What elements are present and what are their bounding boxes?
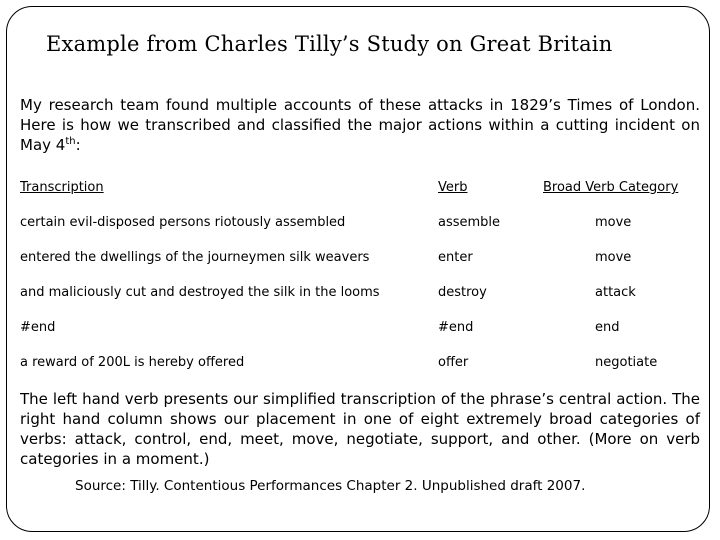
header-transcription: Transcription (20, 180, 104, 195)
cell-category: end (595, 320, 620, 335)
intro-suffix: : (75, 136, 81, 154)
outro-paragraph: The left hand verb presents our simplified transcription of the phrase’s central action. The right hand column shows our placement in one of eight extremely broad categories of verbs: attack, control, end, meet, move, negotiate, support, and other. (More on verb categories in a moment.) (20, 390, 700, 468)
slide-title: Example from Charles Tilly’s Study on Great Britain (46, 32, 613, 56)
header-verb: Verb (438, 180, 468, 195)
header-category: Broad Verb Category (543, 180, 679, 195)
cell-category: move (595, 215, 632, 230)
cell-verb: offer (438, 355, 469, 370)
cell-verb: #end (438, 320, 474, 335)
cell-transcription: entered the dwellings of the journeymen silk weavers (20, 250, 370, 265)
intro-paragraph (20, 95, 700, 155)
cell-transcription: a reward of 200L is hereby offered (20, 355, 245, 370)
cell-category: move (595, 250, 632, 265)
cell-transcription: and maliciously cut and destroyed the silk in the looms (20, 285, 380, 300)
source-citation: Source: Tilly. Contentious Performances Chapter 2. Unpublished draft 2007. (75, 478, 586, 494)
cell-category: attack (595, 285, 636, 300)
cell-transcription: certain evil-disposed persons riotously assembled (20, 215, 346, 230)
cell-verb: assemble (438, 215, 501, 230)
cell-category: negotiate (595, 355, 658, 370)
intro-superscript: th (65, 136, 76, 147)
cell-verb: destroy (438, 285, 487, 300)
intro-text: My research team found multiple accounts of these attacks in 1829’s Times of London. Here is how we transcribed and classified the major actions within a cutting incident on May 4 (20, 96, 700, 154)
cell-verb: enter (438, 250, 473, 265)
cell-transcription: #end (20, 320, 56, 335)
